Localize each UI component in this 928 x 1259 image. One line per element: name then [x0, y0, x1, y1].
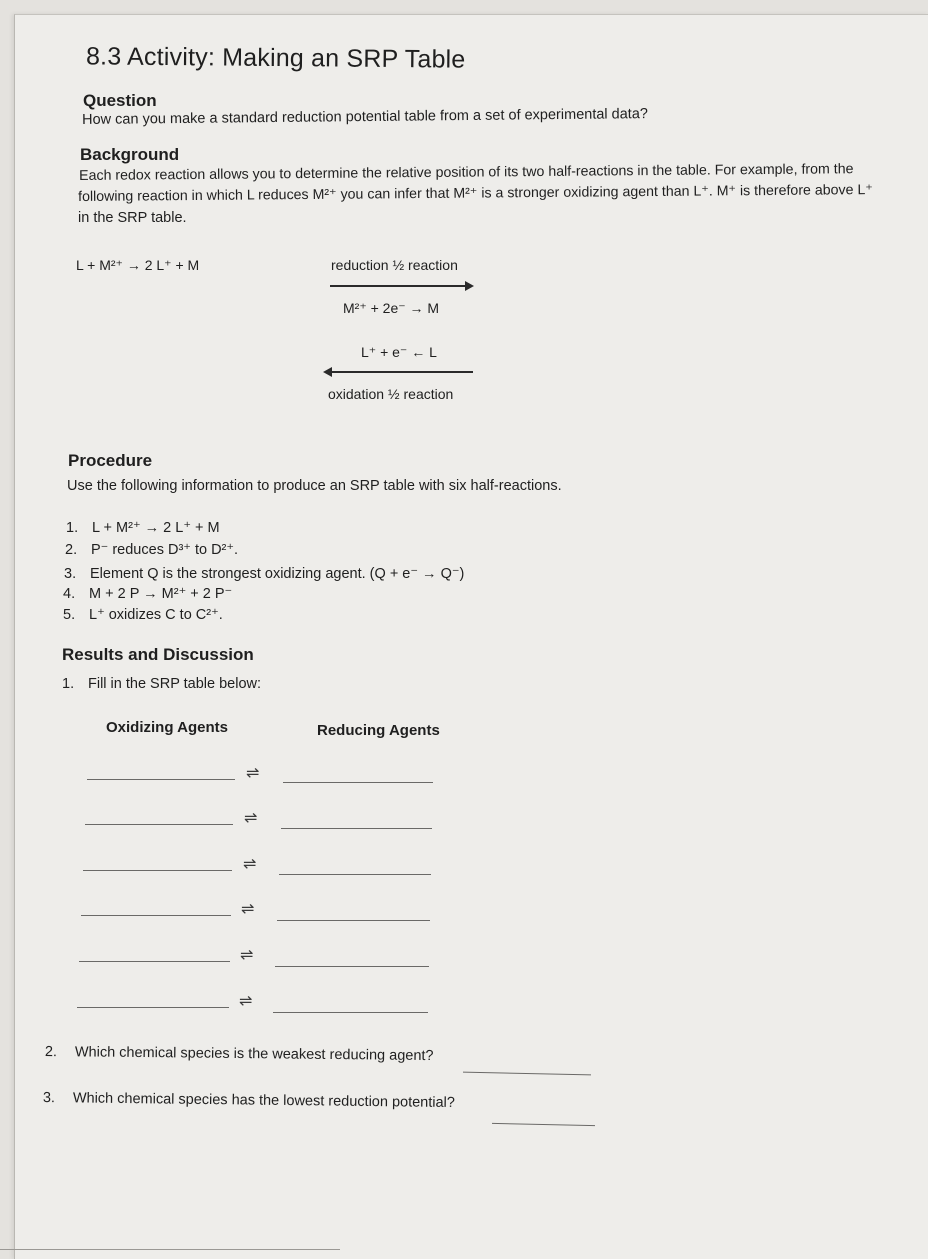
question-text: How can you make a standard reduction potential table from a set of experimental data?: [82, 106, 648, 128]
equilibrium-arrows-icon: ⇌: [246, 765, 260, 782]
background-heading: Background: [80, 145, 180, 164]
procedure-item: 4. M + 2 P → M²⁺ + 2 P⁻: [63, 586, 233, 602]
background-line-3: in the SRP table.: [78, 210, 187, 226]
reducing-agent-blank-5[interactable]: [275, 966, 429, 967]
procedure-item: 2. P⁻ reduces D³⁺ to D²⁺.: [65, 542, 239, 558]
reduction-arrow-head-icon: [465, 281, 474, 291]
background-line-2: following reaction in which L reduces M²⁺ you can infer that M²⁺ is a stronger oxidizing agent than L⁺. M⁺ is therefore above L⁺: [78, 182, 873, 205]
reduction-arrow: [330, 285, 466, 287]
question-heading: Question: [83, 91, 157, 110]
oxidizing-agent-blank-1[interactable]: [87, 779, 235, 780]
oxidizing-agent-blank-2[interactable]: [85, 824, 233, 825]
equilibrium-arrows-icon: ⇌: [240, 947, 254, 964]
reduction-label: reduction ½ reaction: [331, 257, 458, 273]
results-question-2: 2. Which chemical species is the weakest reducing agent?: [44, 1043, 434, 1065]
reducing-agent-blank-2[interactable]: [281, 828, 432, 829]
procedure-item: 3. Element Q is the strongest oxidizing agent. (Q + e⁻ → Q⁻): [64, 566, 465, 582]
background-line-1: Each redox reaction allows you to determine the relative position of its two half-reactions in the table. For example, from the: [79, 161, 854, 184]
oxidation-half-reaction: L⁺ + e⁻ ← L: [361, 344, 437, 360]
reducing-agent-blank-1[interactable]: [283, 782, 433, 783]
oxidation-arrow: [331, 371, 473, 373]
procedure-heading: Procedure: [68, 451, 153, 470]
oxidizing-agent-blank-6[interactable]: [77, 1007, 229, 1008]
page-bottom-edge: [0, 1249, 340, 1250]
equilibrium-arrows-icon: ⇌: [243, 856, 257, 873]
oxidizing-agent-blank-3[interactable]: [83, 870, 232, 871]
reducing-agent-blank-6[interactable]: [273, 1012, 428, 1013]
oxidizing-agent-blank-5[interactable]: [79, 961, 230, 962]
oxidizing-agent-blank-4[interactable]: [81, 915, 231, 916]
results-question-3: 3. Which chemical species has the lowest reduction potential?: [42, 1089, 455, 1112]
reducing-agent-blank-4[interactable]: [277, 920, 430, 921]
equilibrium-arrows-icon: ⇌: [239, 993, 253, 1010]
results-question-1: 1. Fill in the SRP table below:: [62, 676, 262, 692]
reducing-agent-blank-3[interactable]: [279, 874, 431, 875]
results-heading: Results and Discussion: [62, 645, 254, 664]
oxidizing-agents-header: Oxidizing Agents: [106, 719, 228, 736]
oxidation-label: oxidation ½ reaction: [328, 386, 454, 402]
reduction-half-reaction: M²⁺ + 2e⁻ → M: [343, 300, 440, 316]
reducing-agents-header: Reducing Agents: [317, 722, 440, 739]
example-overall-reaction: L + M²⁺ → 2 L⁺ + M: [76, 257, 200, 273]
equilibrium-arrows-icon: ⇌: [241, 901, 255, 918]
procedure-intro: Use the following information to produce an SRP table with six half-reactions.: [67, 478, 562, 494]
procedure-item: 5. L⁺ oxidizes C to C²⁺.: [63, 607, 223, 623]
page-title: 8.3 Activity: Making an SRP Table: [85, 42, 466, 74]
equilibrium-arrows-icon: ⇌: [244, 810, 258, 827]
procedure-item: 1. L + M²⁺ → 2 L⁺ + M: [66, 520, 220, 536]
